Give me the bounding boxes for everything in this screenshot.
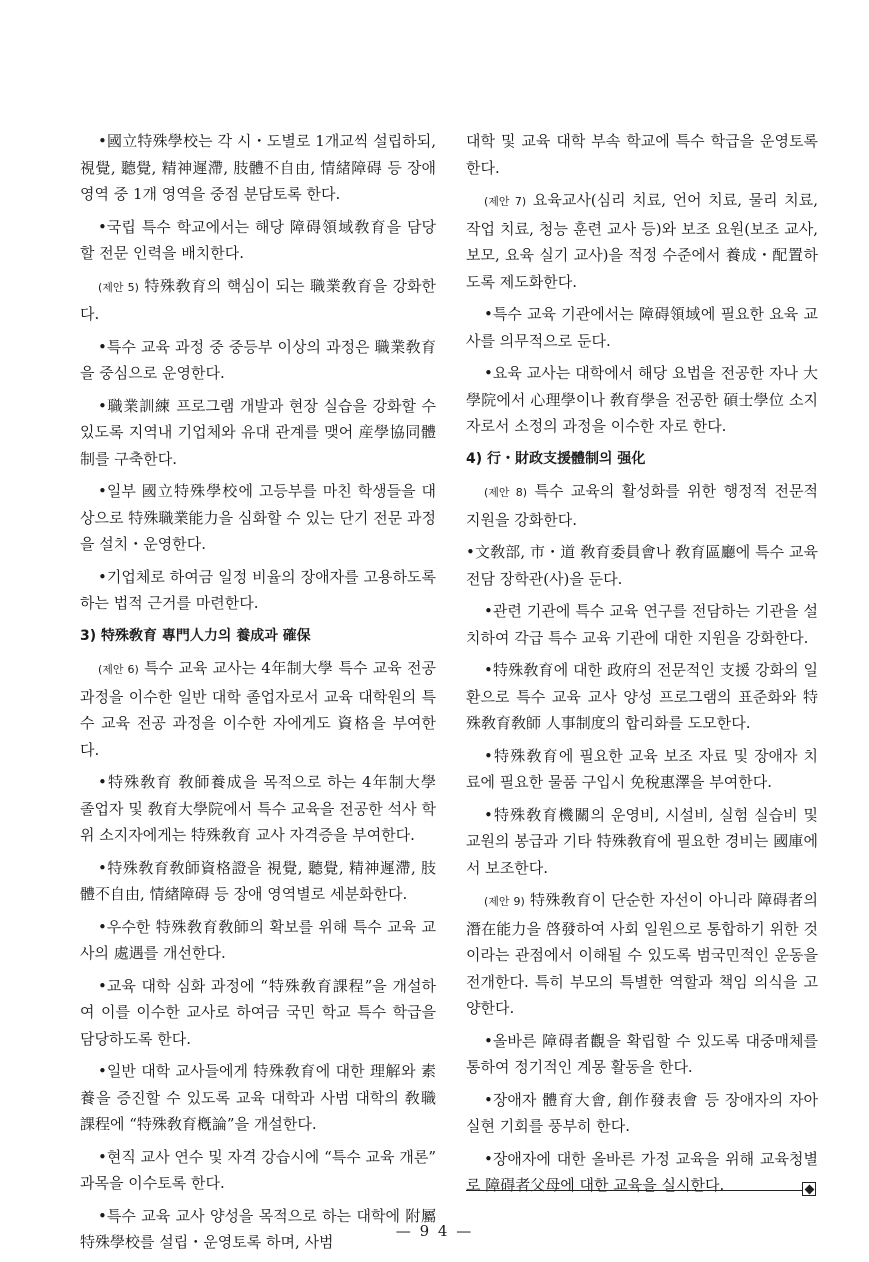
proposal-text: 특수 교육의 활성화를 위한 행정적 전문적 지원을 강화한다.: [466, 482, 818, 529]
proposal-paragraph: [466, 478, 818, 533]
body-paragraph: •관련 기관에 특수 교육 연구를 전담하는 기관을 설치하여 각급 특수 교육 기관에 대한 지원을 강화한다.: [466, 602, 818, 647]
body-paragraph: •特殊敎育 敎師養成을 목적으로 하는 4年制大學 졸업자 및 敎育大學院에서 특수 교육을 전공한 석사 학위 소지자에게는 特殊敎育 교사 자격증을 부여한다.: [80, 773, 436, 844]
body-paragraph: •현직 교사 연수 및 자격 강습시에 “특수 교육 개론” 과목을 이수토록 한다.: [80, 1147, 436, 1192]
body-paragraph: •特殊敎育에 대한 政府의 전문적인 支援 강화의 일환으로 특수 교육 교사 양성 프로그램의 표준화와 特殊敎育敎師 人事制度의 합리화를 도모한다.: [466, 661, 818, 732]
proposal-tag: (제안 8): [484, 486, 527, 499]
proposal-text: 요육교사(심리 치료, 언어 치료, 물리 치료, 작업 치료, 청능 훈련 교사 등)와 보조 요원(보조 교사, 보모, 요육 실기 교사)을 적정 수준에서 養成・配置하도록 제도화한다.: [466, 191, 818, 291]
body-paragraph: •요육 교사는 대학에서 해당 요법을 전공한 자나 大學院에서 心理學이나 敎育學을 전공한 碩士學位 소지자로서 소정의 과정을 이수한 자로 한다.: [466, 364, 818, 435]
right-column: [466, 128, 818, 1205]
body-paragraph: •일부 國立特殊學校에 고등부를 마친 학생들을 대상으로 特殊職業能力을 심화할 수 있는 단기 전문 과정을 설치・운영한다.: [80, 482, 436, 553]
body-paragraph: •교육 대학 심화 과정에 “特殊敎育課程”을 개설하여 이를 이수한 교사로 하여금 국민 학교 특수 학급을 담당하도록 한다.: [80, 976, 436, 1048]
body-paragraph: •특수 교육 기관에서는 障碍領域에 필요한 요육 교사를 의무적으로 둔다.: [466, 305, 818, 350]
section-heading: 4) 行・財政支援體制의 强化: [466, 450, 646, 467]
proposal-tag: (제안 7): [484, 195, 527, 208]
body-paragraph: •特殊敎育에 필요한 교육 보조 자료 및 장애자 치료에 필요한 물품 구입시 免稅惠澤을 부여한다.: [466, 746, 818, 791]
body-paragraph: •文敎部, 市・道 敎育委員會나 敎育區廳에 특수 교육 전담 장학관(사)을 둔다.: [466, 543, 818, 588]
body-paragraph: •장애자 體育大會, 創作發表會 등 장애자의 자아 실현 기회를 풍부히 한다.: [466, 1090, 818, 1135]
proposal-text: 特殊敎育이 단순한 자선이 아니라 障碍者의 潛在能力을 啓發하여 사회 일원으로 통합하기 위한 것이라는 관점에서 이해될 수 있도록 범국민적인 운동을 전개한다. 특히 부모의 특별한 역할과 책임 의식을 고양한다.: [466, 891, 818, 1017]
body-paragraph: •국립 특수 학교에서는 해당 障碍領域敎育을 담당할 전문 인력을 배치한다.: [80, 217, 436, 262]
body-paragraph: 대학 및 교육 대학 부속 학교에 특수 학급을 운영토록 한다.: [466, 132, 818, 177]
body-paragraph: •특수 교육 교사 양성을 목적으로 하는 대학에 附屬特殊學校를 설립・운영토록 하며, 사범: [80, 1206, 436, 1251]
left-column: [80, 128, 436, 1262]
body-paragraph: •職業訓練 프로그램 개발과 현장 실습을 강화할 수 있도록 지역내 기업체와 유대 관계를 맺어 産學協同體制를 구축한다.: [80, 396, 436, 468]
body-paragraph: •기업체로 하여금 일정 비율의 장애자를 고용하도록 하는 법적 근거를 마련한다.: [80, 567, 436, 612]
end-rule: [466, 1190, 802, 1191]
proposal-paragraph: [80, 273, 436, 328]
end-diamond-icon: [802, 1182, 816, 1196]
body-paragraph: •일반 대학 교사들에게 特殊敎育에 대한 理解와 素養을 증진할 수 있도록 교육 대학과 사범 대학의 敎職課程에 “特殊敎育槪論”을 개설한다.: [80, 1062, 436, 1133]
body-paragraph: •특수 교육 과정 중 중등부 이상의 과정은 職業敎育을 중심으로 운영한다.: [80, 337, 436, 382]
proposal-tag: (제안 9): [484, 895, 525, 908]
section-heading: 3) 特殊敎育 專門人力의 養成과 確保: [80, 627, 311, 644]
body-paragraph: •올바른 障碍者觀을 확립할 수 있도록 대중매체를 통하여 정기적인 계몽 활동을 한다.: [466, 1031, 818, 1076]
proposal-paragraph: [80, 655, 436, 763]
proposal-tag: (제안 5): [98, 280, 139, 294]
body-paragraph: •우수한 特殊敎育敎師의 확보를 위해 특수 교육 교사의 處遇를 개선한다.: [80, 917, 436, 962]
page-number: — 9 4 —: [395, 1222, 474, 1240]
proposal-text: 특수 교육 교사는 4年制大學 특수 교육 전공 과정을 이수한 일반 대학 졸업자로서 교육 대학원의 특수 교육 전공 과정을 이수한 자에게도 資格을 부여한다.: [80, 659, 436, 759]
proposal-tag: (제안 6): [98, 663, 139, 676]
proposal-text: 特殊敎育의 핵심이 되는 職業敎育을 강화한다.: [80, 276, 436, 323]
proposal-paragraph: [466, 187, 818, 295]
body-paragraph: •國立特殊學校는 각 시・도별로 1개교씩 설립하되, 視覺, 聽覺, 精神遲滯, 肢體不自由, 情緒障碍 등 장애 영역 중 1개 영역을 중점 분담토록 한다.: [80, 132, 436, 203]
body-paragraph: •特殊敎育敎師資格證을 視覺, 聽覺, 精神遲滯, 肢體不自由, 情緖障碍 등 장애 영역별로 세분화한다.: [80, 858, 436, 903]
body-paragraph: •特殊敎育機關의 운영비, 시설비, 실험 실습비 및 교원의 봉급과 기타 特殊敎育에 필요한 경비는 國庫에서 보조한다.: [466, 805, 818, 877]
body-paragraph: •장애자에 대한 올바른 가정 교육을 위해 교육청별로 障碍者父母에 대한 교육을 실시한다.: [466, 1149, 818, 1194]
proposal-paragraph: [466, 887, 818, 1022]
